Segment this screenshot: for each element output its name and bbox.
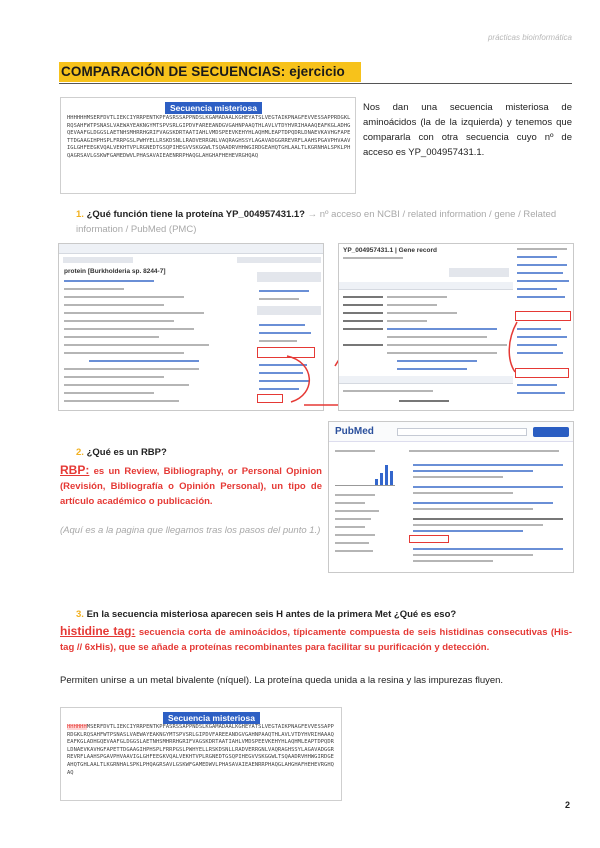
question-3-number: 3. bbox=[76, 609, 84, 620]
highlight-box-rbp bbox=[409, 535, 449, 543]
title-rule bbox=[59, 83, 572, 84]
question-2 bbox=[76, 445, 167, 460]
arrow-icon bbox=[59, 244, 324, 411]
page-title: COMPARACIÓN DE SECUENCIAS: ejercicio bbox=[61, 64, 345, 79]
intro-paragraph: Nos dan una secuencia misteriosa de aminoácidos (la de la izquierda) y tenemos que compararla con otra secuencia cuyo nº de acceso es YP_004957431.1. bbox=[363, 102, 572, 158]
rbp-term: RBP: bbox=[60, 463, 90, 477]
histag-note: Permiten unirse a un metal bivalente (níquel). La proteína queda unida a la resina y las impurezas fluyen. bbox=[60, 675, 504, 686]
histag-definition-text: secuencia corta de aminoácidos, típicamente compuesta de seis histidinas consecutivas (His-tag // 6xHis), que se añade a proteínas recombinantes para facilitar su purificación y detección. bbox=[60, 627, 572, 653]
ncbi-right-heading: YP_004957431.1 | Gene record bbox=[343, 247, 437, 254]
screenshot-pubmed bbox=[328, 421, 574, 573]
histag-term: histidine tag: bbox=[60, 624, 136, 638]
question-2-number: 2. bbox=[76, 447, 84, 458]
sequence-box-1 bbox=[60, 97, 356, 194]
ncbi-left-heading: protein [Burkholderia sp. 8244-7] bbox=[64, 268, 166, 275]
question-3 bbox=[76, 607, 572, 622]
histag-definition bbox=[60, 624, 572, 655]
sequence-text-2 bbox=[67, 724, 337, 777]
question-3-text: En la secuencia misteriosa aparecen seis H antes de la primera Met ¿Qué es eso? bbox=[86, 609, 457, 620]
histidine-highlight: HHHHHH bbox=[67, 724, 87, 730]
question-1-number: 1. bbox=[76, 209, 84, 220]
screenshot-ncbi-protein bbox=[58, 243, 324, 411]
rbp-definition bbox=[60, 463, 322, 509]
question-1-text: ¿Qué función tiene la proteína YP_004957431.1? bbox=[86, 209, 305, 220]
rbp-note: (Aquí es a la pagina que llegamos tras los pasos del punto 1.) bbox=[60, 525, 321, 536]
rbp-definition-text: es un Review, Bibliography, or Personal Opinion (Revisión, Bibliografía o Opinión Personal), un tipo de artículo académico o publicación. bbox=[60, 466, 322, 507]
sequence-body: MSERFDVTLIEKCIYRRPENTKPFASRSSAPPNDSLKGAMADAALKGHEYATSLVEGTAIKPNAGFEVVESSAPPRDGKLRQSAHFWTPSNASLVAEWAYEAKNGYMTSPVSRLGIPDVFAREEANDGVGAHNPAAQTHLAVLVTDYHVRIHAAAQEAFKGLADHGQEVAAFGLDGGSLAETNHSMHRRHGRIFVAGSKDRTAATIAHLVMDSPEEVKEHYHLAQHMLEAPTDPQDRLDNAEVKAVHGFAPETTDGAAGIHPHSPLFRRPGSLPWHYELLRSKDSNLLRADVERRGNLVAQRAGHSSYLAGAVADGGRREVRFLAAHSPGAVPHVAAVIGLGHFEEGKVQALVEKHTVPLRGNEDTGSQPIHEGVVSKGGWLTSQAADRVHHWGIRDGEAHQTGHLAALTLKGRNHALSPKLPHQAGRSAVLGSKWFGAMEDWVLPHASAVAIEAENRRPHAQGLAHGHAFHEHEVRGHQAQ bbox=[67, 724, 334, 776]
sequence-label: Secuencia misteriosa bbox=[165, 102, 262, 114]
question-2-text: ¿Qué es un RBP? bbox=[86, 447, 167, 458]
sequence-text: HHHHHHMSERFDVTLIEKCIYRRPENTKPFASRSSAPPNDSLKGAMADAALKGHEYATSLVEGTAIKPNAGFEVVESSAPPRDGKLRQSAHFWTPSNASLVAEWAYEAKNGYMTSPVSRLGIPDVFAREEANDGVGAHNPAAQTHLAVLVTDYHVRIHAAAQEAFKGLADHGQEVAAFGLDGGSLAETNHSMHRRHGRIFVAGSKDRTAATIAHLVMDSPEEVKEHYHLAQHMLEAPTDPQDRLDNAEVKAVHGFAPETTDGAAGIHPHSPLFRRPGSLPWHYELLRSKDSNLLRADVERRGNLVAQRAGHSSYLAGAVADGGRREVRFLAAHSPGAVPHVAAVIGLGHFEEGKVQALVEKHTVPLRGNEDTGSQPIHEGVVSKGGWLTSQAADRVHHWGIRDGEAHQTGHLAALTLKGRNHALSPKLPHQAGRSAVLGSKWFGAMEDWVLPHASAVAIEAENRRPHAQGLAHGHAFHEHEVRGHQAQ bbox=[67, 115, 351, 159]
pubmed-logo: PubMed bbox=[335, 426, 374, 437]
header-note: prácticas bioinformática bbox=[487, 33, 572, 42]
page-number: 2 bbox=[564, 800, 570, 810]
question-1 bbox=[76, 207, 572, 237]
sequence-box-2 bbox=[60, 707, 342, 801]
arrow-icon-2 bbox=[339, 244, 574, 411]
screenshot-ncbi-gene bbox=[338, 243, 574, 411]
question-1-path: → nº acceso en NCBI / related information / gene / Related information / PubMed (PMC) bbox=[76, 209, 557, 235]
sequence-label-2: Secuencia misteriosa bbox=[163, 712, 260, 724]
